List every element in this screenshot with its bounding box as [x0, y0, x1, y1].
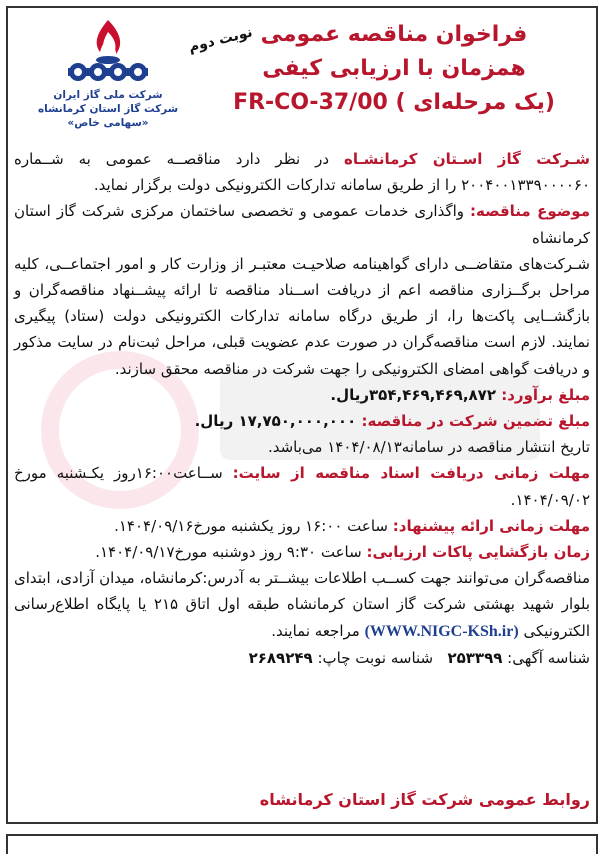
conditions-paragraph: شـرکت‌های متقاضــی دارای گواهینامه صلاحیـت معتبـر از وزارت کار و امور اجتماعــی، کلیه مراحل برگــزاری مناقصه اعم از دریافت اســناد مناقصه تا ارائه پیشــنهاد مناقصه‌گران و بازگشــایی پاکت‌ها را، از طریق درگاه سامانه تدارکات الکترونیکی دولت (ستاد) پیگیری نمایند. لازم است مناقصه‌گران در صورت عدم عضویت قبلی، مراحل ثبت‌نام در سایت مذکور و دریافت گواهی امضای الکترونیکی را جهت شرکت در مناقصه محقق سازند. [14, 254, 590, 378]
opening-line [14, 539, 590, 565]
title-line-3: (یک مرحله‌ای ) FR-CO-37/00 [233, 90, 555, 115]
title-block [204, 18, 584, 120]
nigc-flame-logo-icon [58, 16, 158, 88]
next-ad-border [6, 834, 598, 854]
publish-line: تاریخ انتشار مناقصه در سامانه۱۴۰۴/۰۸/۱۳ می‌باشد. [267, 438, 590, 457]
opening-label: زمان بازگشایی پاکات ارزیابی: [366, 543, 590, 562]
doc-deadline-label: مهلت زمانی دریافت اسناد مناقصه از سایت: [232, 464, 590, 483]
offer-deadline-value: ساعت ۱۶:۰۰ روز یکشنبه مورخ۱۴۰۴/۰۹/۱۶. [114, 516, 393, 535]
contact-text: مناقصه‌گران می‌توانند جهت کســب اطلاعات بیشــتر به آدرس:کرمانشاه، میدان آزادی، ابتدای بلوار شهید بهشتی شرکت گاز استان کرمانشاه طبقه اول اتاق ۲۱۵ یا پایگاه اطلاع‌رسانی الکترونیکی [14, 569, 591, 640]
subject-paragraph [14, 198, 590, 250]
intro-text: در نظر دارد مناقصــه عمومی به شــماره ۲۰۰۴۰۰۱۳۳۹۰۰۰۰۶۰ را از طریق سامانه تدارکات الکترونیکی دولت برگزار نماید. [14, 150, 590, 195]
print-id-label: شناسه نوبت چاپ: [317, 648, 434, 667]
notice-body [14, 146, 590, 671]
guarantee-line [14, 408, 590, 434]
opening-value: ساعت ۹:۳۰ روز دوشنبه مورخ۱۴۰۴/۰۹/۱۷. [95, 543, 367, 562]
logo [26, 16, 190, 140]
header [12, 12, 592, 140]
offer-deadline-line [14, 513, 590, 539]
company-name: شـرکت گاز اسـتان کرمانشـاه [343, 150, 591, 168]
second-turn-badge: نوبت دوم [187, 24, 255, 56]
doc-deadline-line [14, 460, 590, 512]
guarantee-label: مبلغ تضمین شرکت در مناقصه: [361, 412, 590, 431]
ids-line [14, 645, 590, 671]
title-line-1: فراخوان مناقصه عمومی [260, 22, 528, 47]
logo-caption-3: «سهامی خاص» [67, 117, 149, 129]
subject-text: واگذاری خدمات عمومی و تخصصی ساختمان مرکزی شرکت گاز استان کرمانشاه [14, 202, 590, 247]
contact-tail: مراجعه نمایند. [271, 621, 365, 640]
intro-paragraph [14, 146, 590, 198]
ad-id-value: ۲۵۳۳۹۹ [447, 648, 503, 667]
doc-deadline-value: ســاعت۱۶:۰۰روز یکـشنبه مورخ ۱۴۰۴/۰۹/۰۲. [14, 464, 590, 509]
contact-paragraph [14, 565, 590, 645]
guarantee-value: ۱۷,۷۵۰,۰۰۰,۰۰۰ ریال. [194, 412, 362, 431]
ad-id-label: شناسه آگهی: [507, 648, 590, 667]
logo-caption-2: شرکت گاز استان کرمانشاه [37, 103, 179, 115]
logo-caption-1: شرکت ملی گاز ایران [53, 89, 163, 101]
offer-deadline-label: مهلت زمانی ارائه پیشنهاد: [392, 516, 590, 535]
print-id-value: ۲۶۸۹۲۴۹ [248, 648, 313, 667]
website-link[interactable]: (WWW.NIGC-KSh.ir) [364, 622, 519, 640]
estimate-label: مبلغ برآورد: [501, 385, 590, 404]
estimate-value: ۳۵۴,۴۶۹,۴۶۹,۸۷۲ریال. [330, 385, 502, 404]
subject-label: موضوع مناقصه: [469, 202, 590, 221]
title-line-2: همزمان با ارزیابی کیفی [262, 56, 526, 81]
estimate-line [14, 382, 590, 408]
footer-signature: روابط عمومی شرکت گاز استان کرمانشاه [259, 790, 590, 809]
